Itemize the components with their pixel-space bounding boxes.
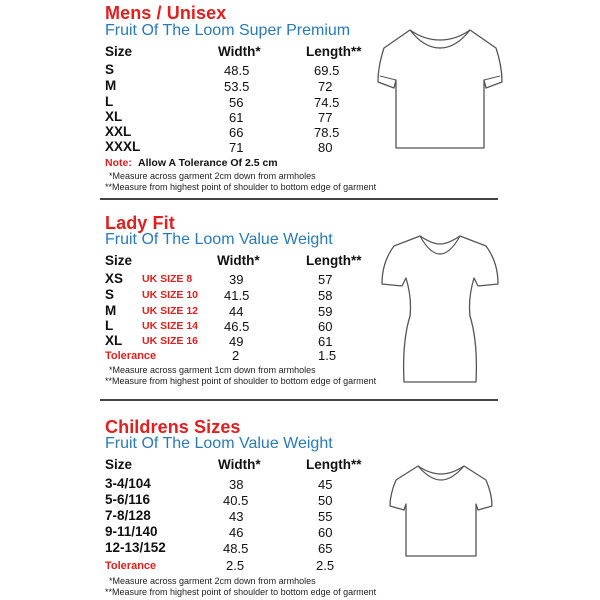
kids-tolerance-label: Tolerance <box>105 560 157 572</box>
mens-subtitle: Fruit Of The Loom Super Premium <box>105 22 351 39</box>
mens-footnote-width: *Measure across garment 2cm down from armholes <box>109 171 316 181</box>
lady-row-width: 49 <box>229 334 244 349</box>
kids-row-size: 9-11/140 <box>105 524 158 539</box>
lady-row-width: 39 <box>229 272 244 287</box>
kids-row-width: 48.5 <box>223 541 249 556</box>
mens-note-label: Note: <box>105 157 132 169</box>
lady-row-length: 61 <box>318 334 333 349</box>
kids-header-size: Size <box>105 457 133 472</box>
kids-row-size: 5-6/116 <box>105 492 151 507</box>
kids-row-size: 3-4/104 <box>105 476 151 491</box>
mens-row-width: 48.5 <box>224 63 250 78</box>
kids-footnote-length: **Measure from highest point of shoulder to bottom edge of garment <box>105 587 377 597</box>
kids-row-length: 60 <box>318 525 333 540</box>
mens-row-width: 61 <box>229 110 244 125</box>
lady-row-size: L <box>105 318 114 333</box>
mens-row-size: XXXL <box>105 139 141 154</box>
childrens-tshirt-icon <box>386 460 496 560</box>
lady-row-size: S <box>105 287 115 302</box>
kids-row-length: 45 <box>318 477 333 492</box>
kids-tolerance-width: 2.5 <box>226 558 245 573</box>
kids-header-length: Length** <box>306 457 362 472</box>
kids-row-width: 38 <box>229 477 244 492</box>
lady-row-uk-size: UK SIZE 16 <box>142 335 199 347</box>
kids-row-width: 46 <box>229 525 244 540</box>
lady-row-length: 58 <box>318 288 333 303</box>
mens-title: Mens / Unisex <box>105 3 227 23</box>
kids-row-width: 43 <box>229 509 244 524</box>
lady-row-uk-size: UK SIZE 10 <box>142 289 199 301</box>
mens-row-width: 56 <box>229 95 244 110</box>
lady-row-uk-size: UK SIZE 8 <box>142 273 193 285</box>
lady-row-uk-size: UK SIZE 14 <box>142 320 199 332</box>
mens-row-size: S <box>105 62 115 77</box>
lady-row-size: M <box>105 303 117 318</box>
lady-tolerance-label: Tolerance <box>105 350 157 362</box>
mens-row-size: L <box>105 94 114 109</box>
mens-footnote-length: **Measure from highest point of shoulder to bottom edge of garment <box>105 182 377 192</box>
lady-tolerance-length: 1.5 <box>318 348 337 363</box>
mens-tshirt-icon <box>372 22 508 152</box>
lady-header-width: Width* <box>217 253 260 268</box>
kids-tolerance-length: 2.5 <box>316 558 335 573</box>
lady-row-width: 44 <box>229 304 244 319</box>
mens-note-text: Allow A Tolerance Of 2.5 cm <box>138 157 278 169</box>
lady-row-size: XL <box>105 333 123 348</box>
kids-row-length: 50 <box>318 493 333 508</box>
lady-section <box>0 200 600 400</box>
lady-row-length: 60 <box>318 319 333 334</box>
mens-row-length: 80 <box>318 140 333 155</box>
mens-row-size: XL <box>105 109 123 124</box>
mens-row-length: 77 <box>318 110 333 125</box>
mens-row-width: 53.5 <box>224 79 250 94</box>
lady-row-size: XS <box>105 271 124 286</box>
lady-tolerance-width: 2 <box>232 348 240 363</box>
lady-footnote-width: *Measure across garment 1cm down from armholes <box>109 365 316 375</box>
lady-header-length: Length** <box>306 253 362 268</box>
lady-row-length: 59 <box>318 304 333 319</box>
mens-row-size: M <box>105 78 117 93</box>
kids-row-length: 65 <box>318 541 333 556</box>
mens-row-width: 66 <box>229 125 244 140</box>
mens-row-size: XXL <box>105 124 132 139</box>
lady-row-uk-size: UK SIZE 12 <box>142 305 199 317</box>
kids-section <box>0 400 600 600</box>
lady-subtitle: Fruit Of The Loom Value Weight <box>105 231 333 248</box>
mens-row-length: 78.5 <box>314 125 340 140</box>
mens-header-length: Length** <box>306 44 362 59</box>
lady-footnote-length: **Measure from highest point of shoulder to bottom edge of garment <box>105 376 377 386</box>
mens-row-length: 72 <box>318 79 333 94</box>
kids-row-size: 12-13/152 <box>105 540 166 555</box>
lady-title: Lady Fit <box>105 213 175 233</box>
kids-title: Childrens Sizes <box>105 417 241 437</box>
mens-row-width: 71 <box>229 140 244 155</box>
kids-header-width: Width* <box>218 457 261 472</box>
kids-subtitle: Fruit Of The Loom Value Weight <box>105 435 333 452</box>
mens-header-size: Size <box>105 44 133 59</box>
kids-row-width: 40.5 <box>223 493 249 508</box>
lady-fit-tshirt-icon <box>374 232 506 392</box>
lady-header-size: Size <box>105 253 133 268</box>
kids-footnote-width: *Measure across garment 2cm down from armholes <box>109 576 316 586</box>
mens-section <box>0 0 600 200</box>
lady-row-width: 41.5 <box>224 288 250 303</box>
lady-row-width: 46.5 <box>224 319 250 334</box>
mens-row-length: 69.5 <box>314 63 340 78</box>
lady-row-length: 57 <box>318 272 333 287</box>
kids-row-size: 7-8/128 <box>105 508 151 523</box>
mens-row-length: 74.5 <box>314 95 340 110</box>
mens-header-width: Width* <box>218 44 261 59</box>
kids-row-length: 55 <box>318 509 333 524</box>
